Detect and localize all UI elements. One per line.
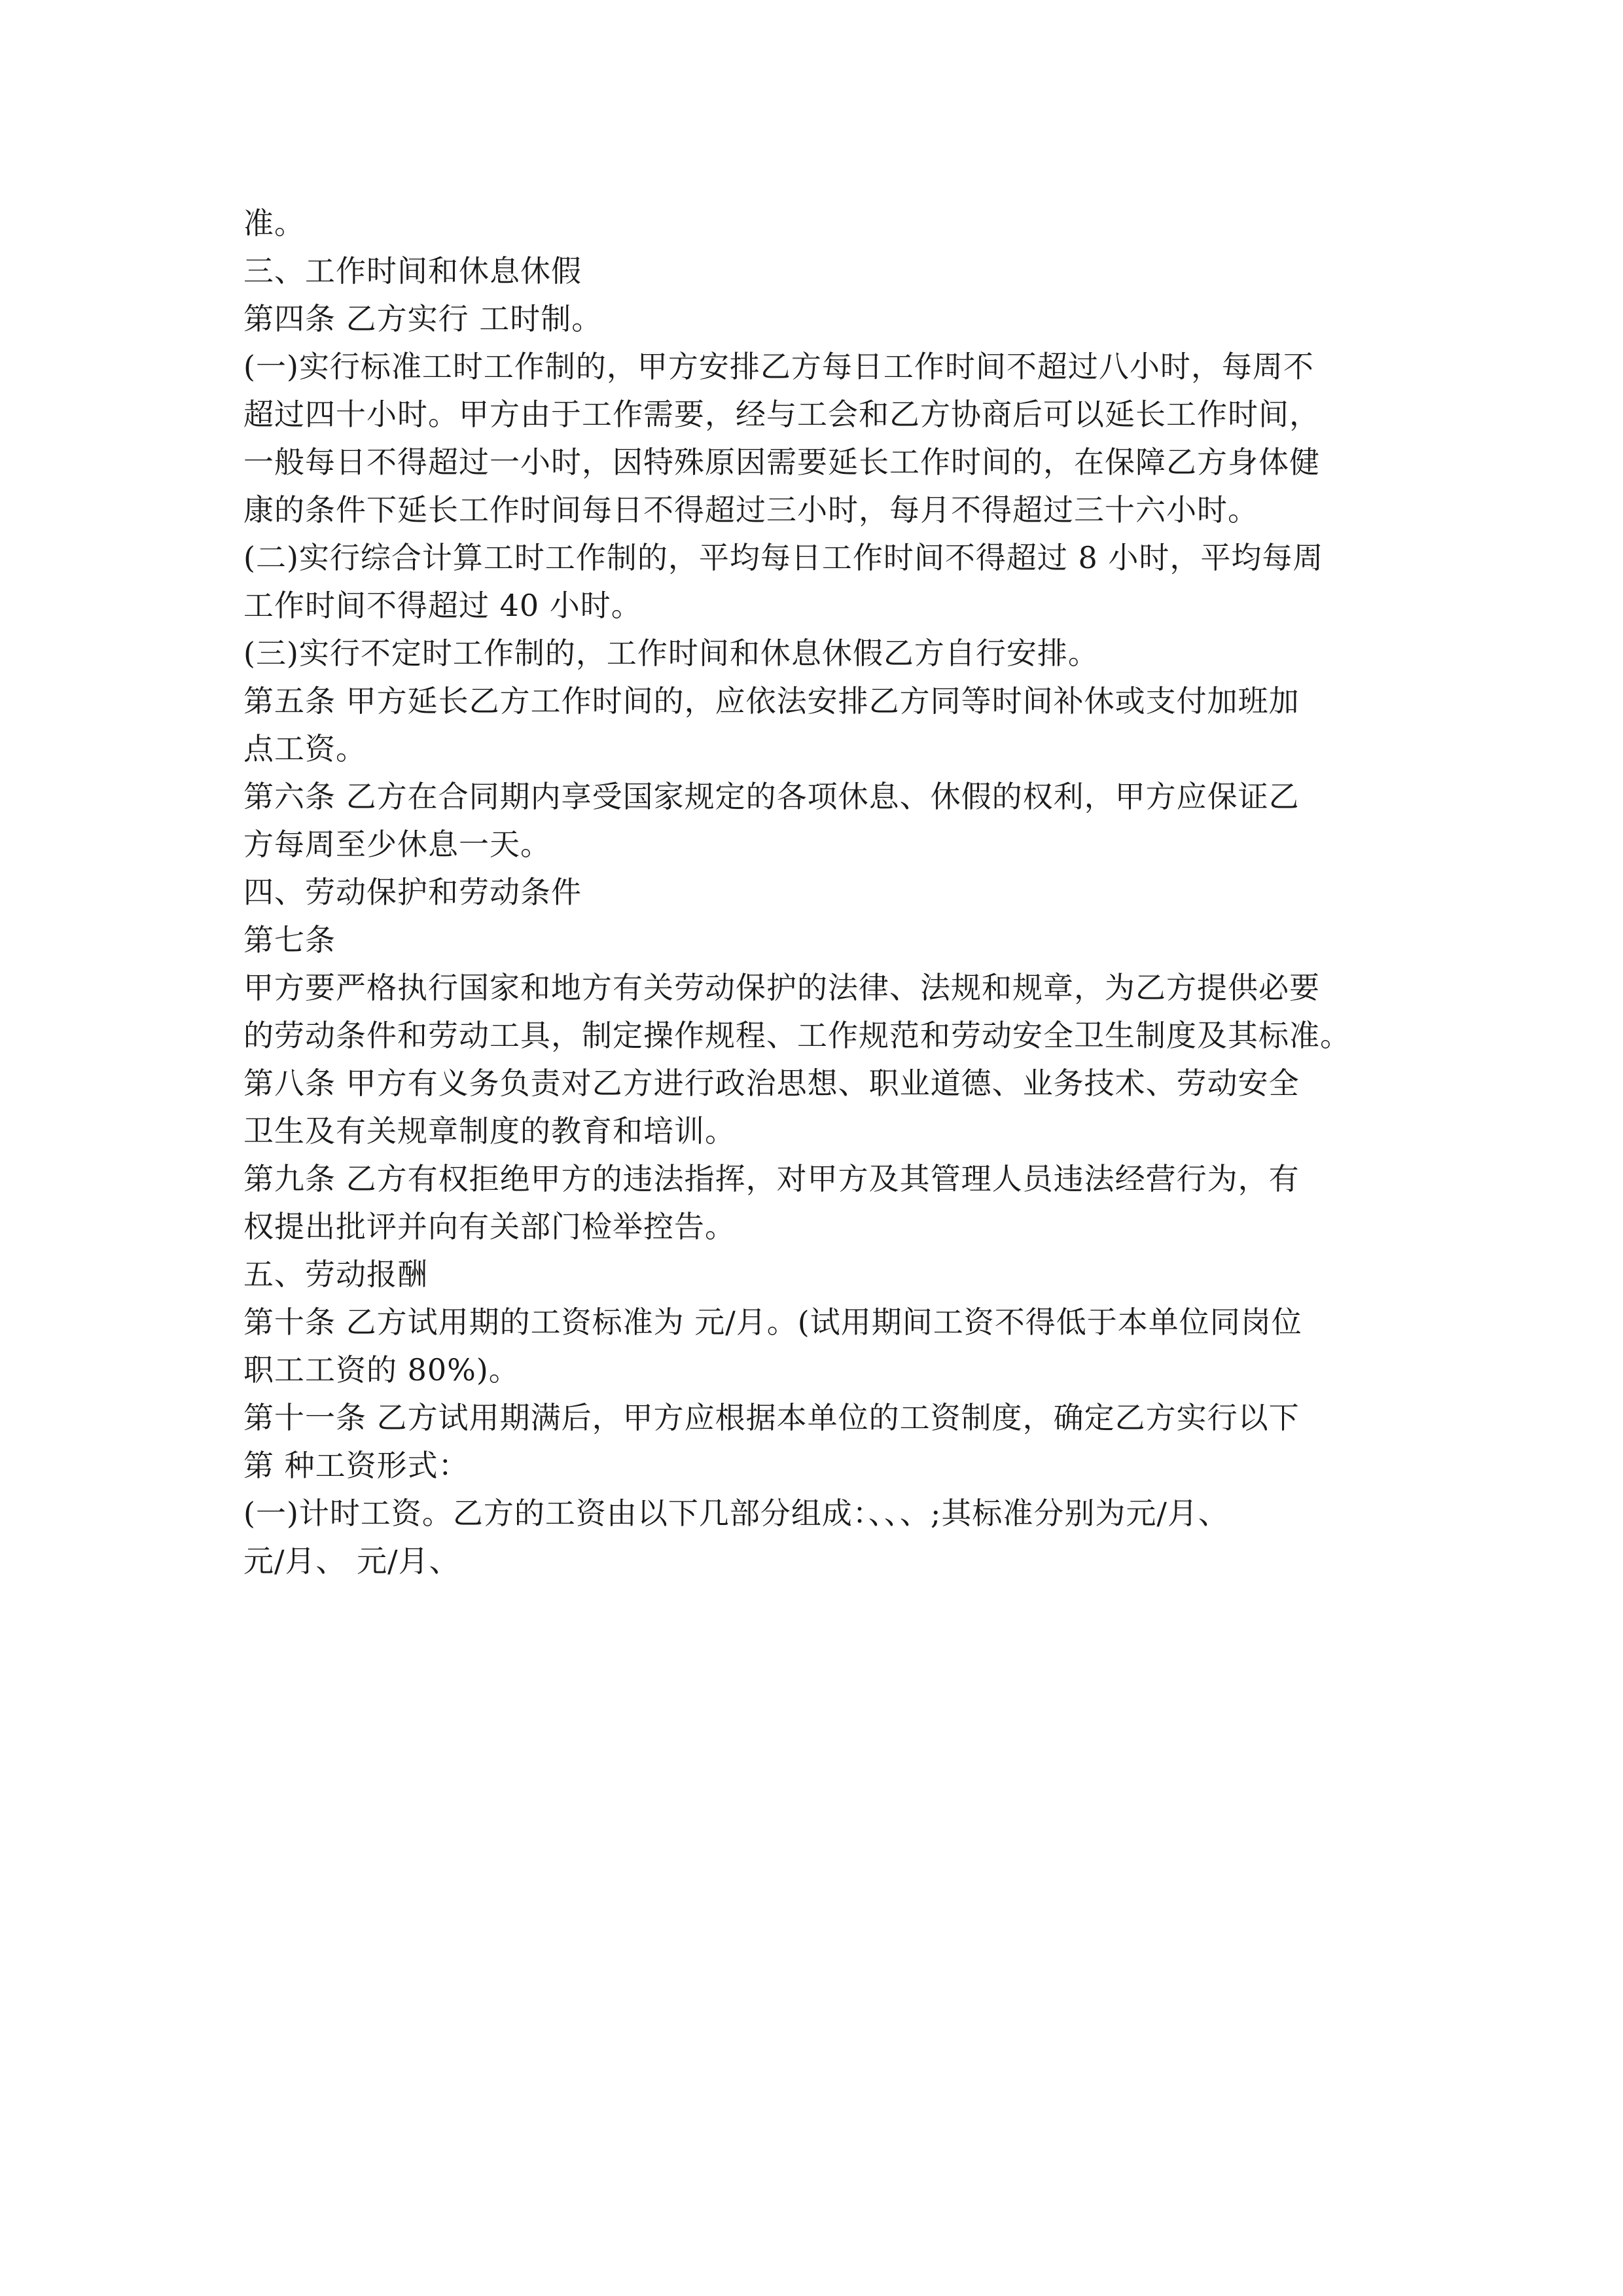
paragraph bbox=[243, 916, 1382, 964]
text-line: 职工工资的 80%)。 bbox=[243, 1352, 520, 1388]
paragraph bbox=[243, 295, 1382, 343]
paragraph bbox=[243, 1060, 1382, 1155]
text-line: 的劳动条件和劳动工具，制定操作规程、工作规范和劳动安全卫生制度及其标准。 bbox=[243, 1018, 1351, 1053]
text-line: 四、劳动保护和劳动条件 bbox=[243, 874, 582, 910]
paragraph bbox=[243, 1490, 1382, 1585]
document-body bbox=[243, 200, 1382, 1585]
text-line: 三、工作时间和休息休假 bbox=[243, 253, 582, 289]
paragraph bbox=[243, 1251, 1382, 1299]
text-line: 康的条件下延长工作时间每日不得超过三小时，每月不得超过三十六小时。 bbox=[243, 492, 1258, 528]
paragraph bbox=[243, 534, 1382, 630]
paragraph bbox=[243, 630, 1382, 677]
text-line: 超过四十小时。甲方由于工作需要，经与工会和乙方协商后可以延长工作时间， bbox=[243, 397, 1320, 432]
text-line: 第九条 乙方有权拒绝甲方的违法指挥，对甲方及其管理人员违法经营行为，有 bbox=[243, 1161, 1300, 1196]
text-line: 甲方要严格执行国家和地方有关劳动保护的法律、法规和规章，为乙方提供必要 bbox=[243, 970, 1320, 1005]
text-line: 元/月、 元/月、 bbox=[243, 1543, 460, 1579]
text-line: 卫生及有关规章制度的教育和培训。 bbox=[243, 1113, 736, 1149]
text-line: 第十条 乙方试用期的工资标准为 元/月。(试用期间工资不得低于本单位同岗位 bbox=[243, 1304, 1302, 1340]
paragraph bbox=[243, 773, 1382, 869]
paragraph bbox=[243, 869, 1382, 916]
paragraph bbox=[243, 1394, 1382, 1490]
paragraph bbox=[243, 200, 1382, 247]
text-line: 点工资。 bbox=[243, 731, 366, 766]
text-line: 第四条 乙方实行 工时制。 bbox=[243, 301, 603, 336]
text-line: 方每周至少休息一天。 bbox=[243, 827, 551, 862]
text-line: 第五条 甲方延长乙方工作时间的，应依法安排乙方同等时间补休或支付加班加 bbox=[243, 683, 1300, 719]
text-line: 工作时间不得超过 40 小时。 bbox=[243, 588, 642, 623]
paragraph bbox=[243, 964, 1382, 1060]
text-line: (一)实行标准工时工作制的，甲方安排乙方每日工作时间不超过八小时，每周不 bbox=[243, 349, 1314, 384]
text-line: 准。 bbox=[243, 206, 305, 241]
text-line: 第七条 bbox=[243, 922, 336, 958]
paragraph bbox=[243, 247, 1382, 295]
text-line: 第六条 乙方在合同期内享受国家规定的各项休息、休假的权利，甲方应保证乙 bbox=[243, 779, 1300, 814]
text-line: 第十一条 乙方试用期满后，甲方应根据本单位的工资制度，确定乙方实行以下 bbox=[243, 1400, 1300, 1435]
text-line: 第八条 甲方有义务负责对乙方进行政治思想、职业道德、业务技术、劳动安全 bbox=[243, 1066, 1300, 1101]
text-line: (三)实行不定时工作制的，工作时间和休息休假乙方自行安排。 bbox=[243, 636, 1099, 671]
paragraph bbox=[243, 1155, 1382, 1251]
text-line: 一般每日不得超过一小时，因特殊原因需要延长工作时间的，在保障乙方身体健 bbox=[243, 444, 1320, 480]
text-line: 第 种工资形式： bbox=[243, 1448, 469, 1483]
paragraph bbox=[243, 1299, 1382, 1394]
text-line: (二)实行综合计算工时工作制的，平均每日工作时间不得超过 8 小时，平均每周 bbox=[243, 540, 1324, 575]
text-line: 五、劳动报酬 bbox=[243, 1257, 428, 1292]
text-line: (一)计时工资。乙方的工资由以下几部分组成：、、、;其标准分别为元/月、 bbox=[243, 1496, 1229, 1531]
text-line: 权提出批评并向有关部门检举控告。 bbox=[243, 1209, 736, 1244]
paragraph bbox=[243, 343, 1382, 534]
paragraph bbox=[243, 677, 1382, 773]
